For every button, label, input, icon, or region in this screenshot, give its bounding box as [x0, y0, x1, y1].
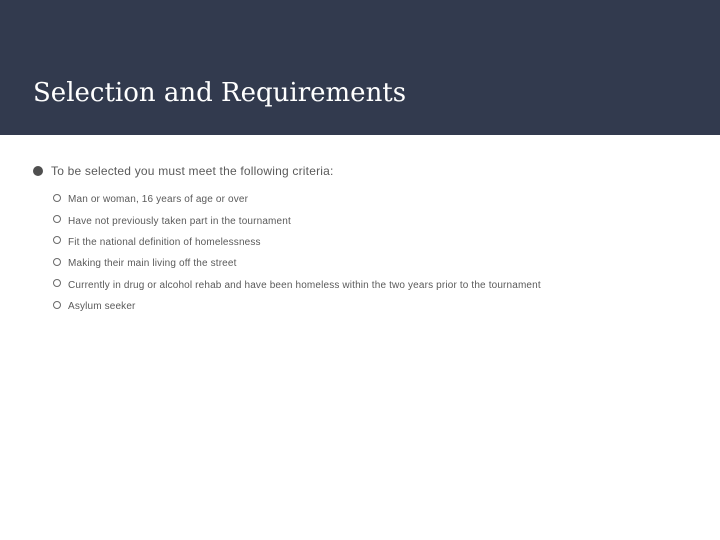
hollow-circle-bullet-icon: [53, 301, 61, 309]
hollow-circle-bullet-icon: [53, 194, 61, 202]
criteria-item-text: Making their main living off the street: [68, 258, 237, 270]
hollow-circle-bullet-icon: [53, 236, 61, 244]
criteria-item: [53, 253, 541, 274]
criteria-item-text: Asylum seeker: [68, 301, 136, 313]
criteria-item: [53, 296, 541, 317]
criteria-item-text: Currently in drug or alcohol rehab and have been homeless within the two years prior to the tournament: [68, 279, 541, 291]
criteria-item-text: Man or woman, 16 years of age or over: [68, 194, 249, 206]
criteria-list: [53, 189, 541, 317]
criteria-item: [53, 275, 541, 296]
main-bullet-text: To be selected you must meet the following criteria:: [51, 164, 334, 178]
criteria-item: [53, 189, 541, 210]
hollow-circle-bullet-icon: [53, 258, 61, 266]
criteria-item: [53, 232, 541, 253]
hollow-circle-bullet-icon: [53, 279, 61, 287]
criteria-item-text: Fit the national definition of homelessness: [68, 236, 261, 248]
criteria-item-text: Have not previously taken part in the tournament: [68, 215, 291, 227]
filled-circle-bullet-icon: [33, 166, 43, 176]
slide-title: Selection and Requirements: [33, 78, 407, 108]
main-bullet: [33, 164, 334, 178]
criteria-item: [53, 210, 541, 231]
hollow-circle-bullet-icon: [53, 215, 61, 223]
